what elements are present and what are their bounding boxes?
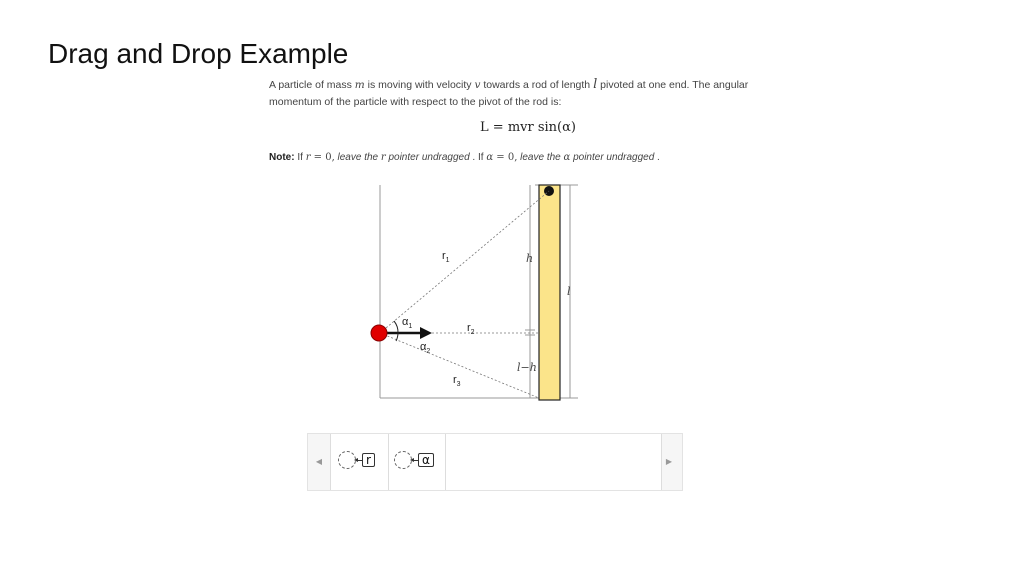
- pointer-slot-alpha: [388, 434, 446, 490]
- r-pointer-label: r: [362, 453, 375, 467]
- alpha1-label: $\alpha_1$: [402, 316, 413, 330]
- angular-momentum-formula: L = mvr sin(α): [480, 120, 576, 135]
- h-label: h: [526, 252, 534, 265]
- r1-label: $r_1$: [442, 250, 450, 264]
- alpha-pointer-label: α: [418, 453, 434, 467]
- alpha1-arc: [394, 321, 398, 333]
- r-pointer[interactable]: [338, 451, 375, 469]
- pointer-slot-r: [331, 434, 389, 490]
- question-text: A particle of mass m is moving with velocity v towards a rod of length l pivoted at one end. The angular momentum of the particle with respect to the pivot of the rod is:: [269, 77, 749, 108]
- pointer-arrow-icon: [412, 460, 418, 461]
- l-minus-h-label: l−h: [517, 361, 537, 374]
- velocity-arrow-head: [420, 327, 432, 339]
- slide-title: Drag and Drop Example: [48, 38, 349, 69]
- alpha2-label: $\alpha_2$: [420, 341, 431, 355]
- l-label: l: [567, 285, 571, 298]
- alpha-pointer[interactable]: [394, 451, 434, 469]
- scroll-left-icon[interactable]: ◀: [315, 457, 323, 466]
- tray-slots: [330, 434, 662, 490]
- scroll-right-icon[interactable]: ▶: [665, 457, 673, 466]
- r2-label: $r_2$: [467, 322, 475, 336]
- particle: [371, 325, 387, 341]
- note-label: Note:: [269, 152, 295, 163]
- r3-line: [380, 333, 539, 398]
- r3-label: $r_3$: [453, 374, 461, 388]
- r1-line: [380, 191, 549, 333]
- pointer-arrow-icon: [356, 460, 362, 461]
- note-text: Note: If r = 0, leave the r pointer undragged . If α = 0, leave the α pointer undragged .: [269, 152, 660, 163]
- rod: [539, 185, 560, 400]
- rod-particle-diagram: [360, 180, 590, 405]
- drag-pointer-tray: [307, 433, 683, 491]
